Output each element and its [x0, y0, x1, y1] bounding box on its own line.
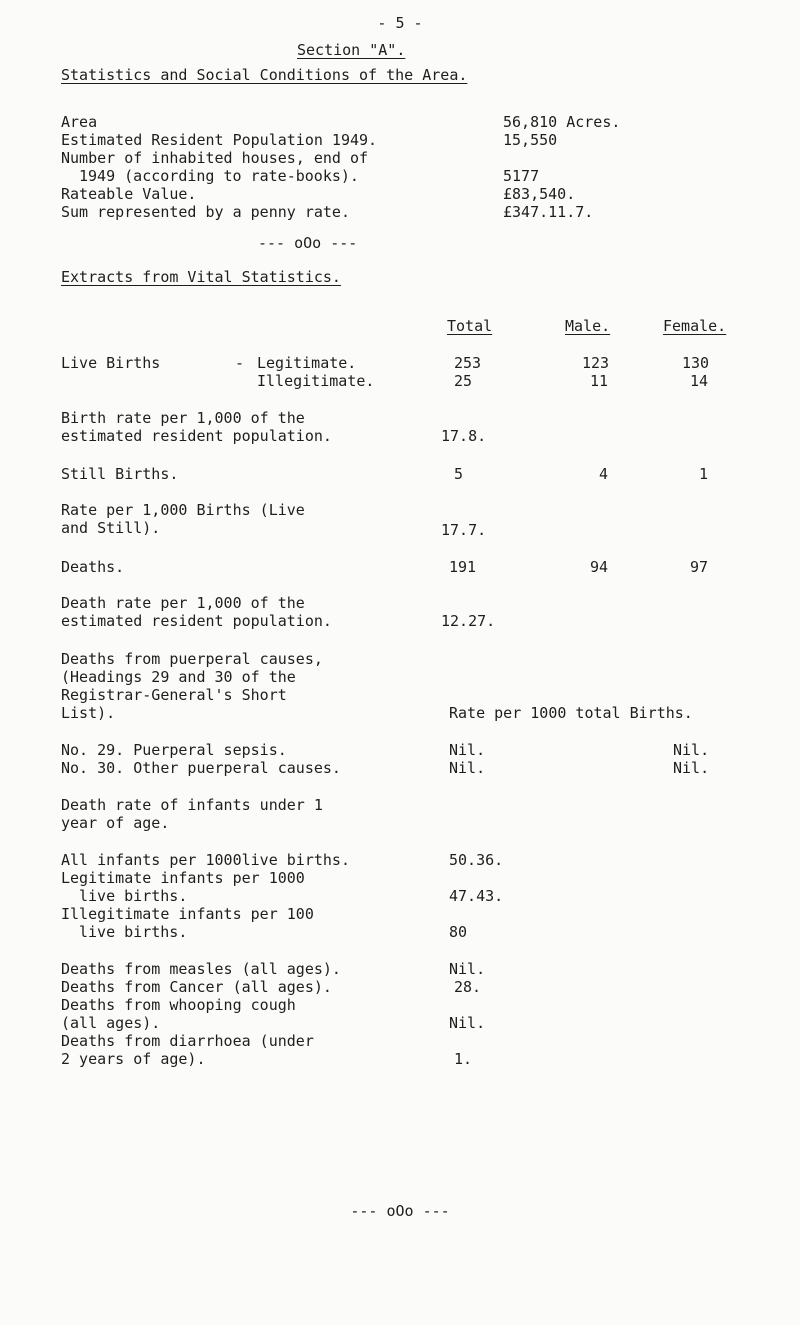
puerperal-line4: List).	[61, 704, 116, 722]
illegitimate-label: Illegitimate.	[257, 372, 375, 390]
no30-label: No. 30. Other puerperal causes.	[61, 759, 341, 777]
no29-rate: Nil.	[673, 741, 710, 759]
death-rate-value: 12.27.	[441, 612, 496, 630]
no29-label: No. 29. Puerperal sepsis.	[61, 741, 287, 759]
no29-deaths: Nil.	[449, 741, 486, 759]
still-births-male: 4	[599, 465, 609, 483]
deaths-total: 191	[449, 558, 477, 576]
death-rate-line1: Death rate per 1,000 of the	[61, 594, 305, 612]
diarrhoea-line1: Deaths from diarrhoea (under	[61, 1032, 314, 1050]
measles-label: Deaths from measles (all ages).	[61, 960, 341, 978]
rateable-value-label: Rateable Value.	[61, 185, 197, 203]
whooping-value: Nil.	[449, 1014, 486, 1032]
deaths-female: 97	[690, 558, 709, 576]
illegitimate-female: 14	[690, 372, 709, 390]
rate-births-line2: and Still).	[61, 519, 161, 537]
rate-births-line1: Rate per 1,000 Births (Live	[61, 501, 305, 519]
no30-rate: Nil.	[673, 759, 710, 777]
page-number: - 5 -	[377, 14, 423, 32]
divider: --- oOo ---	[258, 234, 358, 252]
col-female: Female.	[663, 317, 727, 335]
birth-rate-line1: Birth rate per 1,000 of the	[61, 409, 305, 427]
birth-rate-line2: estimated resident population.	[61, 427, 332, 445]
penny-rate-label: Sum represented by a penny rate.	[61, 203, 350, 221]
birth-rate-value: 17.8.	[441, 427, 487, 445]
infant-rate-line1: Death rate of infants under 1	[61, 796, 323, 814]
col-male: Male.	[565, 317, 611, 335]
infant-legit-line1: Legitimate infants per 1000	[61, 869, 305, 887]
live-births-label: Live Births	[61, 354, 161, 372]
deaths-male: 94	[590, 558, 609, 576]
section-title: Section "A".	[297, 41, 406, 59]
cancer-value: 28.	[454, 978, 482, 996]
death-rate-line2: estimated resident population.	[61, 612, 332, 630]
puerperal-line3: Registrar-General's Short	[61, 686, 287, 704]
live-births-dash: -	[235, 354, 245, 372]
infant-legit-line2: live births.	[79, 887, 188, 905]
houses-label-line1: Number of inhabited houses, end of	[61, 149, 369, 167]
puerperal-rate-header: Rate per 1000 total Births.	[449, 704, 693, 722]
population-value: 15,550	[503, 131, 558, 149]
rate-births-value: 17.7.	[441, 521, 487, 539]
cancer-label: Deaths from Cancer (all ages).	[61, 978, 332, 996]
diarrhoea-line2: 2 years of age).	[61, 1050, 206, 1068]
infant-rate-line2: year of age.	[61, 814, 170, 832]
col-total: Total	[447, 317, 493, 335]
penny-rate-value: £347.11.7.	[503, 203, 594, 221]
diarrhoea-value: 1.	[454, 1050, 473, 1068]
deaths-label: Deaths.	[61, 558, 125, 576]
infant-all-value: 50.36.	[449, 851, 504, 869]
section-subtitle: Statistics and Social Conditions of the Area.	[61, 66, 468, 84]
measles-value: Nil.	[449, 960, 486, 978]
puerperal-line1: Deaths from puerperal causes,	[61, 650, 323, 668]
area-label: Area	[61, 113, 98, 131]
still-births-female: 1	[699, 465, 709, 483]
houses-label-line2: 1949 (according to rate-books).	[79, 167, 359, 185]
puerperal-line2: (Headings 29 and 30 of the	[61, 668, 296, 686]
footer-divider: --- oOo ---	[350, 1202, 450, 1220]
area-value: 56,810 Acres.	[503, 113, 621, 131]
legitimate-label: Legitimate.	[257, 354, 357, 372]
still-births-label: Still Births.	[61, 465, 179, 483]
legitimate-total: 253	[454, 354, 482, 372]
illegitimate-total: 25	[454, 372, 473, 390]
whooping-line1: Deaths from whooping cough	[61, 996, 296, 1014]
legitimate-male: 123	[582, 354, 610, 372]
infant-illegit-line1: Illegitimate infants per 100	[61, 905, 314, 923]
infant-legit-value: 47.43.	[449, 887, 504, 905]
legitimate-female: 130	[682, 354, 710, 372]
infant-illegit-value: 80	[449, 923, 468, 941]
population-label: Estimated Resident Population 1949.	[61, 131, 378, 149]
houses-value: 5177	[503, 167, 540, 185]
whooping-line2: (all ages).	[61, 1014, 161, 1032]
still-births-total: 5	[454, 465, 464, 483]
no30-deaths: Nil.	[449, 759, 486, 777]
rateable-value: £83,540.	[503, 185, 576, 203]
vital-title: Extracts from Vital Statistics.	[61, 268, 341, 286]
infant-all-label: All infants per 1000live births.	[61, 851, 350, 869]
infant-illegit-line2: live births.	[79, 923, 188, 941]
illegitimate-male: 11	[590, 372, 609, 390]
